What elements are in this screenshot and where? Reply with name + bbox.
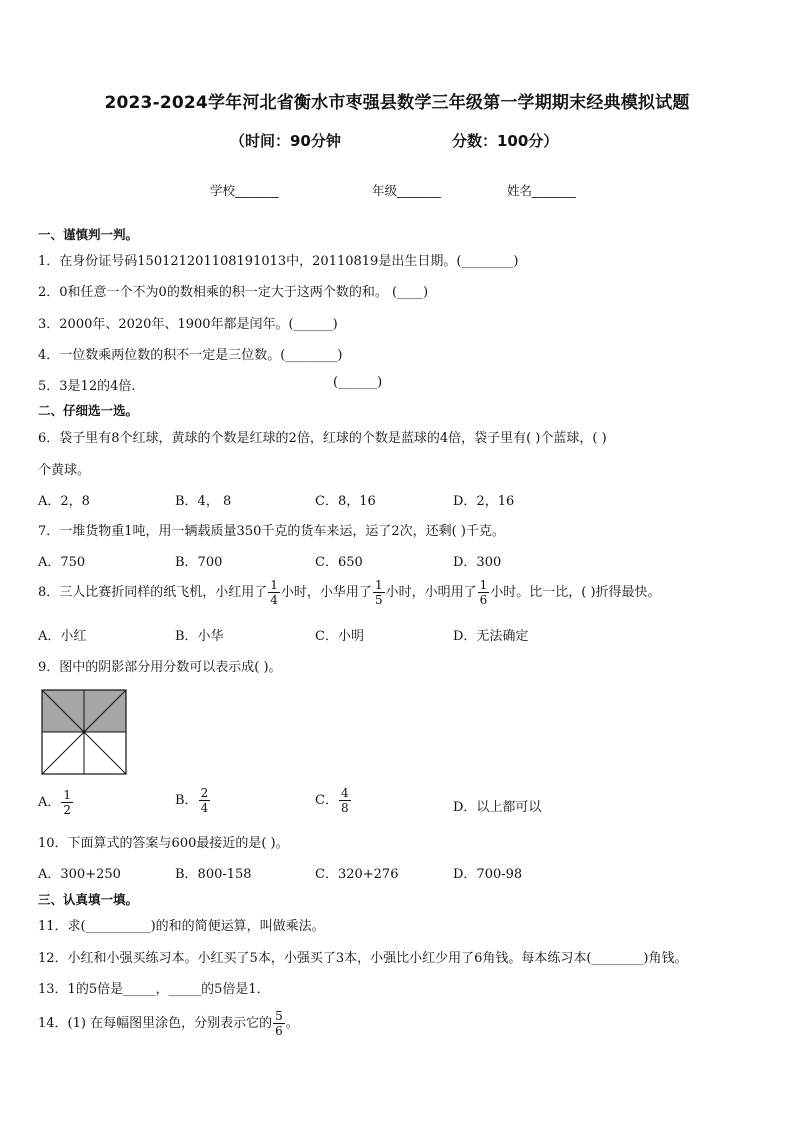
q7-option-c: C．650 [315,555,363,570]
question-2: 2．0和任意一个不为0的数相乘的积一定大于这两个数的和。 (____) [38,285,429,300]
q7-option-b: B．700 [175,555,223,570]
q10-option-c: C．320+276 [315,867,399,882]
question-8: 8．三人比赛折同样的纸飞机，小红用了 $\frac{1}{4}$ 小时，小华用了 $\frac{1}{5}$ 小时，小明用了 $\frac{1}{6}$ 小时。比一比，( )折得最快。 [38,578,661,607]
q10-option-b: B．800-158 [175,867,252,882]
question-5-blank: (______) [333,375,383,390]
exam-time: （时间：90分钟 [230,132,341,150]
q6-option-d: D．2，16 [453,494,515,509]
shaded-square-figure [41,689,129,777]
section-heading-choose: 二、仔细选一选。 [38,403,139,418]
question-12: 12．小红和小强买练习本。小红买了5本，小强买了3本，小强比小红少用了6角钱。每本练习本(________)角钱。 [38,951,688,966]
question-1: 1．在身份证号码150121201108191013中，20110819是出生日期。(________) [38,254,519,269]
q9-option-d: D．以上都可以 [453,800,542,815]
q7-option-d: D．300 [453,555,502,570]
q9-option-a: A． $\frac{1}{2}$ [38,788,72,817]
question-11: 11．求(__________)的和的简便运算，叫做乘法。 [38,919,325,934]
q9-option-b: B． $\frac{2}{4}$ [175,786,209,815]
school-field: 学校_______ [210,183,279,198]
q8-option-c: C．小明 [315,629,364,644]
question-4: 4．一位数乘两位数的积不一定是三位数。(________) [38,348,343,363]
q8-option-d: D．无法确定 [453,629,529,644]
q6-option-b: B．4， 8 [175,494,232,509]
q8-option-a: A．小红 [38,629,87,644]
question-5: 5．3是12的4倍. [38,379,136,394]
q6-option-c: C．8，16 [315,494,376,509]
q9-option-c: C． $\frac{4}{8}$ [315,786,349,815]
q10-option-a: A．300+250 [38,867,121,882]
grade-field: 年级_______ [372,183,441,198]
question-10: 10．下面算式的答案与600最接近的是( )。 [38,836,289,851]
question-14: 14．(1) 在每幅图里涂色，分别表示它的 $\frac{5}{6}$ 。 [38,1009,299,1038]
question-7: 7．一堆货物重1吨，用一辆载质量350千克的货车来运，运了2次，还剩( )千克。 [38,524,505,539]
fraction-five-sixths: $\frac{5}{6}$ [275,1009,283,1038]
q7-option-a: A．750 [38,555,86,570]
section-heading-fill: 三、认真填一填。 [38,892,139,907]
page-title: 2023-2024学年河北省衡水市枣强县数学三年级第一学期期末经典模拟试题 [104,93,690,113]
fraction-one-fifth: $\frac{1}{5}$ [374,578,383,607]
exam-score: 分数：100分） [452,132,559,150]
fraction-one-quarter: $\frac{1}{4}$ [270,578,278,607]
q8-option-b: B．小华 [175,629,224,644]
q10-option-d: D．700-98 [453,867,523,882]
question-3: 3．2000年、2020年、1900年都是闰年。(______) [38,317,338,332]
question-13: 13．1的5倍是_____，_____的5倍是1． [38,982,270,997]
fraction-one-sixth: $\frac{1}{6}$ [479,578,488,607]
question-6-line2: 个黄球。 [38,463,91,478]
section-heading-judge: 一、谨慎判一判。 [38,227,139,242]
name-field: 姓名_______ [507,183,576,198]
question-6-line1: 6．袋子里有8个红球，黄球的个数是红球的2倍，红球的个数是蓝球的4倍，袋子里有( )个蓝球，( ) [38,431,607,446]
q6-option-a: A．2，8 [38,494,90,509]
question-9: 9．图中的阴影部分用分数可以表示成( )。 [38,660,282,675]
